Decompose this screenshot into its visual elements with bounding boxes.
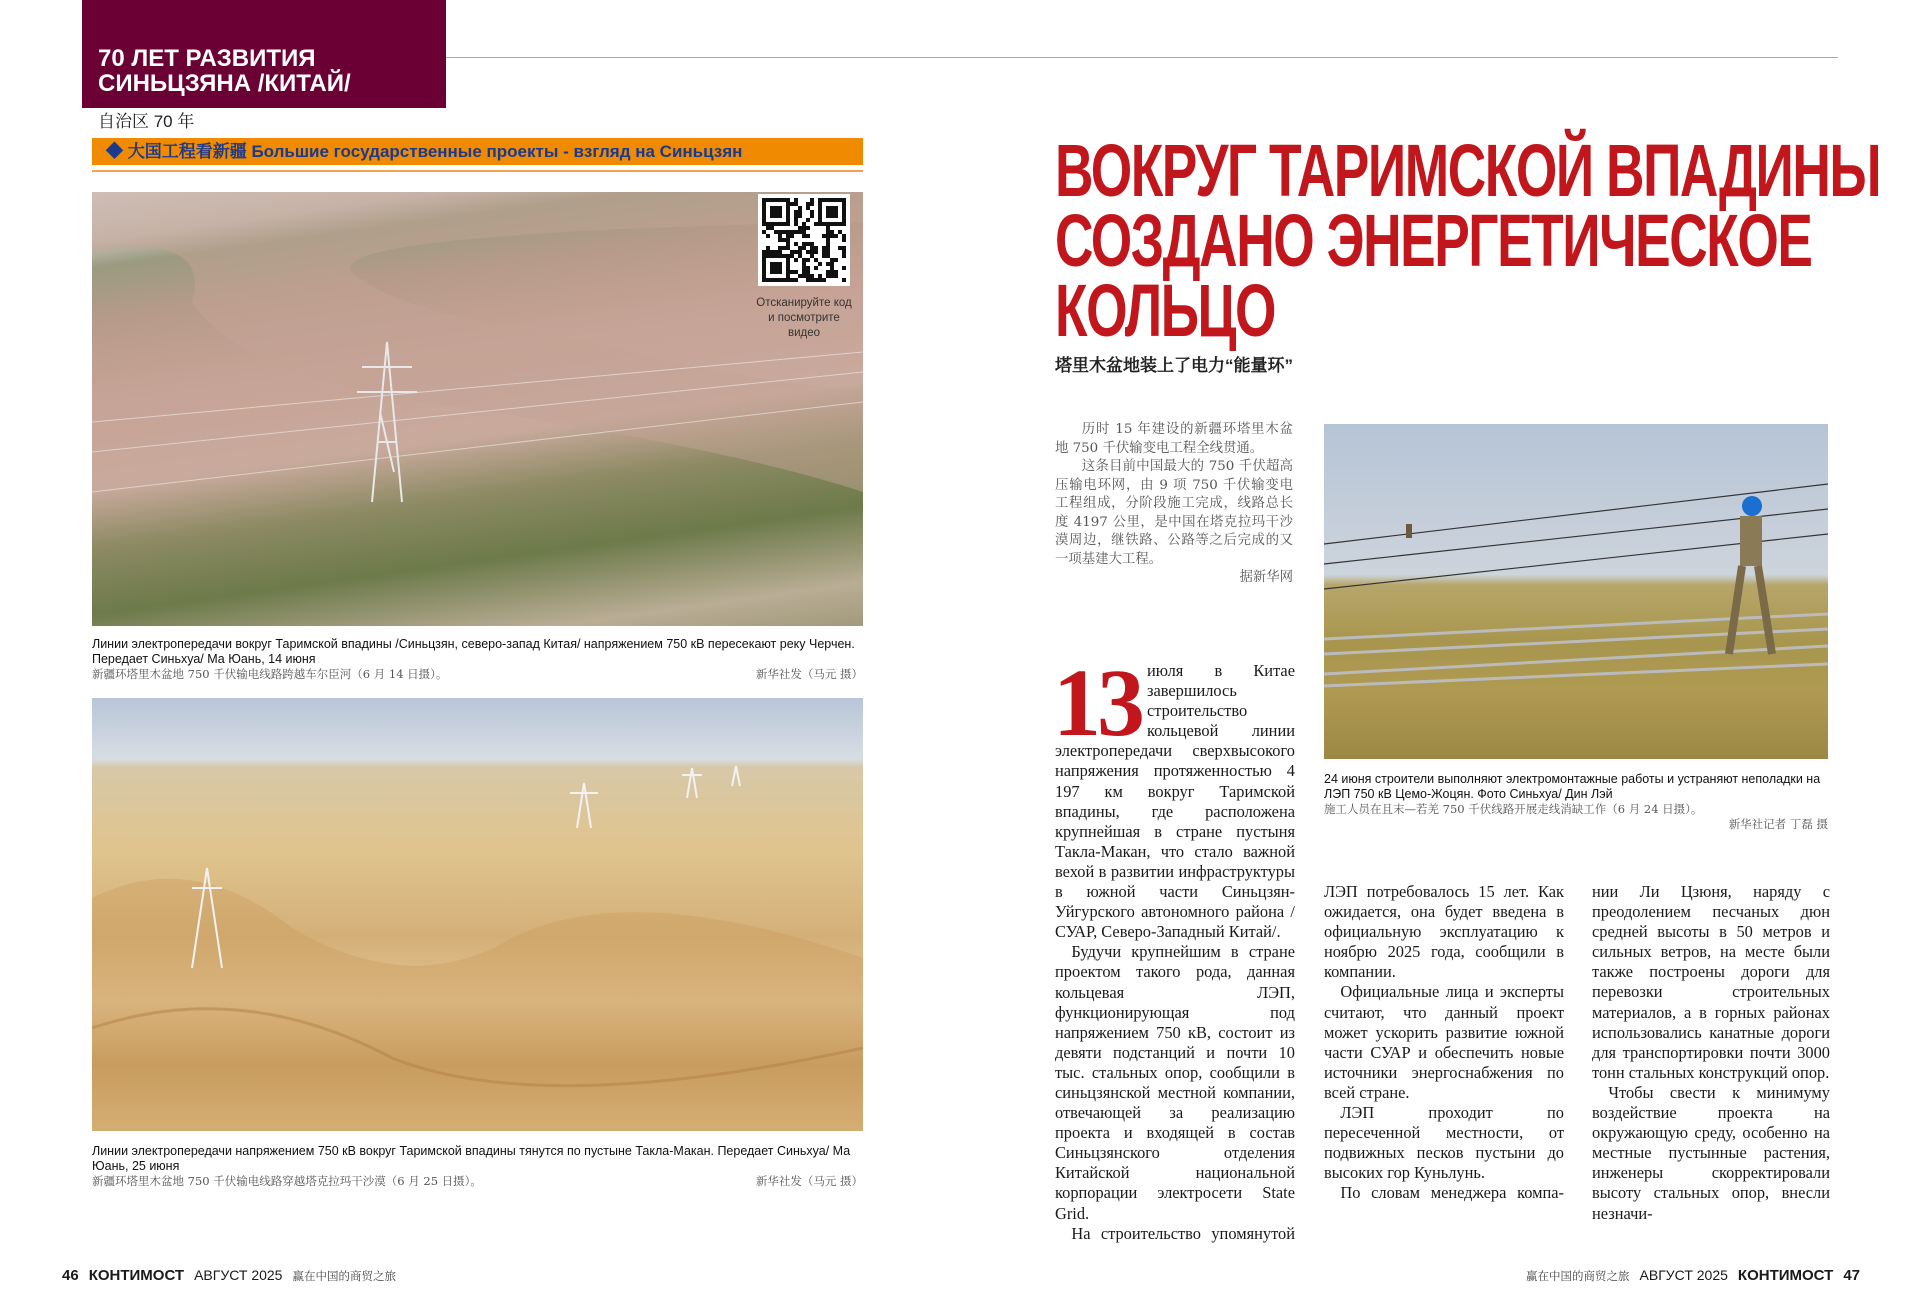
qr-module (806, 266, 810, 270)
rubric-bar: ◆ 大国工程看新疆 Большие государственные проекты - взгляд на Синьцзян (92, 138, 863, 165)
qr-module (814, 258, 818, 262)
qr-module (838, 198, 842, 202)
qr-module (790, 270, 794, 274)
qr-module (786, 222, 790, 226)
qr-module (790, 230, 794, 234)
qr-module (818, 214, 822, 218)
top-rule-divider (446, 57, 1838, 58)
qr-module (762, 230, 766, 234)
page-number-left: 46 (62, 1267, 79, 1284)
qr-module (838, 222, 842, 226)
qr-module (774, 262, 778, 266)
qr-module (790, 250, 794, 254)
qr-module (810, 274, 814, 278)
qr-module (778, 230, 782, 234)
qr-module (798, 226, 802, 230)
body-paragraph: По словам менеджера компа- (1340, 1183, 1564, 1203)
qr-module (802, 230, 806, 234)
qr-module (826, 230, 830, 234)
qr-module (774, 278, 778, 282)
title-line3: КОЛЬЦО (1055, 269, 1276, 352)
qr-module (830, 214, 834, 218)
qr-module (794, 270, 798, 274)
qr-module (770, 206, 774, 210)
qr-module (766, 254, 770, 258)
qr-module (778, 206, 782, 210)
qr-module (826, 210, 830, 214)
qr-module (834, 206, 838, 210)
qr-module (842, 250, 846, 254)
qr-module (762, 222, 766, 226)
qr-module (798, 214, 802, 218)
photo3-caption: 24 июня строители выполняют электромонтажные работы и устраняют неполадки на ЛЭП 750 кВ Цемо-Жоцян. Фото Синьхуа/ Дин Лэй (1324, 772, 1821, 801)
photo1-caption-block (92, 637, 863, 682)
qr-module (786, 202, 790, 206)
qr-module (826, 206, 830, 210)
qr-module (778, 262, 782, 266)
qr-module (778, 254, 782, 258)
qr-module (822, 254, 826, 258)
qr-module (826, 226, 830, 230)
body-column-3 (1592, 882, 1830, 1224)
qr-module (790, 278, 794, 282)
qr-module (806, 218, 810, 222)
qr-module (810, 246, 814, 250)
qr-module (782, 198, 786, 202)
qr-module (770, 270, 774, 274)
qr-module (770, 254, 774, 258)
qr-module (806, 270, 810, 274)
qr-module (798, 206, 802, 210)
qr-module (778, 270, 782, 274)
qr-module (814, 266, 818, 270)
qr-module (818, 274, 822, 278)
tagline-cn: 赢在中国的商贸之旅 (292, 1269, 396, 1283)
qr-module (790, 202, 794, 206)
qr-module (762, 250, 766, 254)
qr-module (786, 214, 790, 218)
chinese-summary (1055, 421, 1293, 588)
photo2-credit-cn: 新华社发（马元 摄） (755, 1174, 863, 1188)
photo1-credit-cn: 新华社发（马元 摄） (755, 667, 863, 681)
qr-module (822, 234, 826, 238)
qr-module (770, 222, 774, 226)
title-line2: СОЗДАНО ЭНЕРГЕТИЧЕСКОЕ (1055, 199, 1812, 282)
photo3-caption-cn: 施工人员在且末—若羌 750 千伏线路开展走线消缺工作（6 月 24 日摄）。 (1324, 802, 1703, 816)
qr-module (830, 274, 834, 278)
title-line1: ВОКРУГ ТАРИМСКОЙ ВПАДИНЫ (1055, 129, 1881, 212)
qr-module (790, 254, 794, 258)
qr-module (778, 214, 782, 218)
body-paragraph: ЛЭП потребовалось 15 лет. Как ожидается, она будет введена в официальную эксплуатацию к ноябрю 2025 года, сообщили в компании. (1324, 882, 1564, 982)
qr-module (778, 266, 782, 270)
qr-module (830, 230, 834, 234)
photo1-caption: Линии электропередачи вокруг Таримской впадины /Синьцзян, северо-запад Китая/ напряжением 750 кВ пересекают реку Черчен. Передает Синьхуа/ Ма Юань, 14 июня (92, 637, 855, 666)
worker-scene (1324, 424, 1828, 759)
qr-module (806, 242, 810, 246)
qr-module (814, 250, 818, 254)
qr-module (842, 278, 846, 282)
qr-module (786, 218, 790, 222)
qr-module (826, 222, 830, 226)
body-paragraph: июля в Китае завершилось строительство кольцевой линии электропередачи сверхвысокого напряжения протяженностью 4 197 км вокруг Таримской впадины, где расположена крупнейшая в стране пустыня Такла-Макан, что стало важной вехой в развитии инфраструктуры в южной части Синьцзян-Уйгурского автономного района /СУАР, Северо-Западный Китай/. (1055, 661, 1295, 942)
distant-worker (1406, 524, 1412, 538)
qr-module (770, 198, 774, 202)
qr-module (842, 214, 846, 218)
qr-module (798, 246, 802, 250)
section-title-line2: СИНЬЦЗЯНА /КИТАЙ/ (98, 70, 351, 97)
body-column-1 (1053, 649, 1295, 1244)
qr-module (786, 210, 790, 214)
photo2-caption: Линии электропередачи напряжением 750 кВ вокруг Таримской впадины тянутся по пустыне Такла-Макан. Передает Синьхуа/ Ма Юань, 25 июня (92, 1144, 851, 1173)
qr-module (826, 270, 830, 274)
qr-module (778, 234, 782, 238)
qr-module (826, 234, 830, 238)
qr-module (798, 254, 802, 258)
qr-module (806, 258, 810, 262)
qr-module (802, 258, 806, 262)
cn-summary-paragraph: 这条目前中国最大的 750 千伏超高压输电环网，由 9 项 750 千伏输变电工程组成，分阶段施工完成，线路总长度 4197 公里，是中国在塔克拉玛干沙漠周边，继铁路、公路等之后完成的又一项基建大工程。 (1055, 459, 1293, 567)
cn-summary-paragraph: 历时 15 年建设的新疆环塔里木盆地 750 千伏输变电工程全线贯通。 (1055, 422, 1293, 456)
photo3-credit-cn: 新华社记者 丁磊 摄 (1728, 817, 1828, 831)
qr-module (766, 198, 770, 202)
qr-module (830, 270, 834, 274)
qr-module (770, 278, 774, 282)
qr-module (818, 210, 822, 214)
river-scene (92, 192, 863, 626)
qr-module (830, 266, 834, 270)
qr-code[interactable] (758, 194, 850, 286)
photo-river-power-lines (92, 192, 863, 626)
cn-source: 据新华网 (1239, 570, 1293, 585)
qr-module (762, 266, 766, 270)
qr-module (770, 266, 774, 270)
qr-module (794, 198, 798, 202)
qr-module (842, 238, 846, 242)
qr-module (762, 198, 766, 202)
qr-module (786, 278, 790, 282)
qr-module (766, 234, 770, 238)
qr-module (826, 246, 830, 250)
qr-module (826, 250, 830, 254)
body-paragraph: нии Ли Цзюня, наряду с преодолением песчаных дюн средней высоты в 50 метров и сильных ветров, на месте были также построены дороги для перевозки строительных материалов, а в горных районах использовались канатные дороги для транспортировки почти 3000 тонн стальных конструкций опор. (1592, 882, 1830, 1082)
qr-module (814, 246, 818, 250)
drop-cap: 13 (1053, 649, 1141, 756)
article-title (1055, 129, 1881, 352)
footer-left (62, 1266, 396, 1285)
qr-module (810, 250, 814, 254)
qr-module (830, 210, 834, 214)
photo-workers-on-lines (1324, 424, 1828, 759)
qr-module (786, 234, 790, 238)
qr-module (830, 206, 834, 210)
desert-scene (92, 698, 863, 1131)
qr-module (786, 246, 790, 250)
qr-module (810, 242, 814, 246)
qr-module (782, 238, 786, 242)
qr-module (766, 246, 770, 250)
section-subtitle-cn: 自治区 70 年 (98, 112, 195, 131)
qr-module (778, 222, 782, 226)
dune-shadow (92, 879, 863, 1131)
qr-module (826, 214, 830, 218)
qr-module (838, 246, 842, 250)
body-paragraph: Чтобы свести к минимуму воздействие проекта на окружающую среду, особенно на местные пустынные растения, инженеры скорректировали высоту стальных опор, внесли незначи- (1592, 1082, 1830, 1223)
body-paragraph: ЛЭП проходит по пересеченной местности, от подвижных песков пустыни до высоких гор Куньлунь. (1324, 1103, 1564, 1183)
qr-module (762, 202, 766, 206)
qr-module (786, 238, 790, 242)
qr-module (822, 278, 826, 282)
qr-module (762, 214, 766, 218)
qr-module (766, 278, 770, 282)
qr-module (834, 234, 838, 238)
qr-module (818, 222, 822, 226)
qr-module (822, 250, 826, 254)
qr-module (778, 198, 782, 202)
qr-module (770, 250, 774, 254)
qr-module (834, 258, 838, 262)
section-title-line1: 70 ЛЕТ РАЗВИТИЯ (98, 45, 316, 72)
qr-module (770, 214, 774, 218)
qr-module (774, 214, 778, 218)
qr-module (786, 266, 790, 270)
qr-module (774, 198, 778, 202)
qr-module (794, 242, 798, 246)
qr-module (794, 222, 798, 226)
qr-module (782, 222, 786, 226)
qr-module (766, 222, 770, 226)
qr-module (802, 266, 806, 270)
body-paragraph: Официальные лица и эксперты считают, что данный проект может ускорить развитие южной части СУАР и обеспечить новые источники энергоснабжения по всей стране. (1324, 982, 1564, 1102)
qr-module (778, 246, 782, 250)
qr-module (806, 250, 810, 254)
qr-module (806, 234, 810, 238)
qr-module (798, 274, 802, 278)
qr-module (802, 234, 806, 238)
qr-module (834, 274, 838, 278)
issue-date: АВГУСТ 2025 (194, 1267, 283, 1283)
qr-module (842, 234, 846, 238)
magazine-name: КОНТИМОСТ (1737, 1267, 1834, 1284)
qr-module (786, 258, 790, 262)
photo1-caption-cn: 新疆环塔里木盆地 750 千伏输电线路跨越车尔臣河（6 月 14 日摄）。 (92, 667, 448, 681)
qr-module (770, 226, 774, 230)
qr-module (830, 198, 834, 202)
qr-module (834, 214, 838, 218)
qr-module (842, 198, 846, 202)
qr-module (818, 262, 822, 266)
qr-module (778, 278, 782, 282)
qr-module (802, 262, 806, 266)
qr-module (762, 258, 766, 262)
qr-module (762, 218, 766, 222)
qr-module (762, 206, 766, 210)
qr-module (830, 222, 834, 226)
qr-module (794, 214, 798, 218)
qr-code-pattern (762, 198, 846, 282)
qr-module (762, 210, 766, 214)
qr-module (818, 198, 822, 202)
qr-module (810, 278, 814, 282)
qr-module (778, 250, 782, 254)
photo-desert-power-lines (92, 698, 863, 1131)
qr-module (810, 198, 814, 202)
issue-date: АВГУСТ 2025 (1639, 1267, 1728, 1283)
qr-module (798, 230, 802, 234)
photo3-caption-block (1324, 772, 1828, 832)
qr-module (794, 258, 798, 262)
qr-module (782, 230, 786, 234)
qr-module (822, 246, 826, 250)
qr-module (786, 270, 790, 274)
qr-instruction: Отсканируйте код и посмотрите видео (756, 297, 852, 339)
qr-module (790, 234, 794, 238)
qr-module (786, 198, 790, 202)
qr-module (830, 258, 834, 262)
article-subtitle-cn: 塔里木盆地装上了电力“能量环” (1055, 356, 1293, 375)
qr-module (762, 254, 766, 258)
qr-module (794, 218, 798, 222)
qr-module (802, 246, 806, 250)
qr-module (842, 210, 846, 214)
qr-module (842, 202, 846, 206)
body-paragraph: На строительство упомянутой (1071, 1223, 1295, 1243)
qr-module (810, 210, 814, 214)
qr-module (810, 202, 814, 206)
qr-module (834, 210, 838, 214)
qr-module (778, 210, 782, 214)
qr-module (842, 246, 846, 250)
qr-module (806, 206, 810, 210)
qr-module (822, 222, 826, 226)
qr-module (762, 270, 766, 274)
section-header (82, 0, 446, 108)
qr-module (826, 254, 830, 258)
qr-module (818, 202, 822, 206)
photo2-caption-block (92, 1144, 863, 1189)
qr-module (786, 274, 790, 278)
tagline-cn: 赢在中国的商贸之旅 (1526, 1269, 1630, 1283)
qr-module (810, 214, 814, 218)
qr-module (770, 210, 774, 214)
qr-module (830, 234, 834, 238)
ground-cables (1324, 614, 1828, 686)
body-column-2 (1324, 882, 1564, 1204)
qr-module (806, 274, 810, 278)
photo2-caption-cn: 新疆环塔里木盆地 750 千伏输电线路穿越塔克拉玛干沙漠（6 月 25 日摄）。 (92, 1174, 482, 1188)
qr-module (782, 246, 786, 250)
qr-module (802, 226, 806, 230)
qr-module (774, 206, 778, 210)
magazine-name: КОНТИМОСТ (88, 1267, 185, 1284)
qr-module (762, 274, 766, 278)
qr-module (794, 210, 798, 214)
qr-module (834, 198, 838, 202)
body-paragraph: Будучи крупнейшим в стране проектом такого рода, данная кольцевая ЛЭП, функционирующая под напряжением 750 кВ, состоит из девяти подстанций и почти 10 тыс. стальных опор, сообщили в синьцзянской местной компании, отвечающей за реализацию проекта и входящей в состав Синьцзянского отделения Китайской национальной корпорации электросети State Grid. (1055, 942, 1295, 1223)
qr-module (826, 274, 830, 278)
transmission-tower (357, 342, 417, 502)
qr-module (774, 230, 778, 234)
qr-module (770, 262, 774, 266)
qr-module (818, 218, 822, 222)
qr-module (842, 206, 846, 210)
qr-module (830, 262, 834, 266)
qr-module (794, 202, 798, 206)
qr-module (826, 198, 830, 202)
qr-module (814, 222, 818, 226)
qr-module (826, 262, 830, 266)
qr-module (802, 242, 806, 246)
qr-module (786, 262, 790, 266)
qr-module (842, 218, 846, 222)
qr-module (838, 230, 842, 234)
qr-module (762, 262, 766, 266)
qr-module (822, 198, 826, 202)
qr-module (774, 250, 778, 254)
page-number-right: 47 (1843, 1267, 1860, 1284)
footer-right (1526, 1266, 1860, 1285)
rubric-underline (92, 170, 863, 172)
qr-module (842, 222, 846, 226)
qr-module (814, 278, 818, 282)
qr-module (806, 278, 810, 282)
qr-module (806, 202, 810, 206)
qr-module (786, 206, 790, 210)
qr-module (786, 254, 790, 258)
qr-module (842, 254, 846, 258)
qr-module (798, 210, 802, 214)
qr-module (806, 226, 810, 230)
qr-module (834, 222, 838, 226)
qr-module (842, 266, 846, 270)
qr-module (802, 274, 806, 278)
qr-module (766, 226, 770, 230)
qr-module (826, 242, 830, 246)
qr-module (786, 242, 790, 246)
qr-module (774, 210, 778, 214)
qr-module (774, 266, 778, 270)
qr-module (762, 278, 766, 282)
qr-module (794, 278, 798, 282)
qr-module (794, 250, 798, 254)
qr-module (786, 230, 790, 234)
qr-module (802, 222, 806, 226)
qr-module (834, 270, 838, 274)
qr-module (818, 278, 822, 282)
qr-module (782, 278, 786, 282)
qr-module (766, 250, 770, 254)
qr-module (794, 230, 798, 234)
qr-module (774, 222, 778, 226)
qr-module (826, 238, 830, 242)
qr-module (778, 238, 782, 242)
qr-module (818, 206, 822, 210)
qr-module (774, 254, 778, 258)
qr-module (810, 254, 814, 258)
qr-module (798, 250, 802, 254)
qr-module (802, 270, 806, 274)
qr-module (774, 270, 778, 274)
qr-module (782, 254, 786, 258)
